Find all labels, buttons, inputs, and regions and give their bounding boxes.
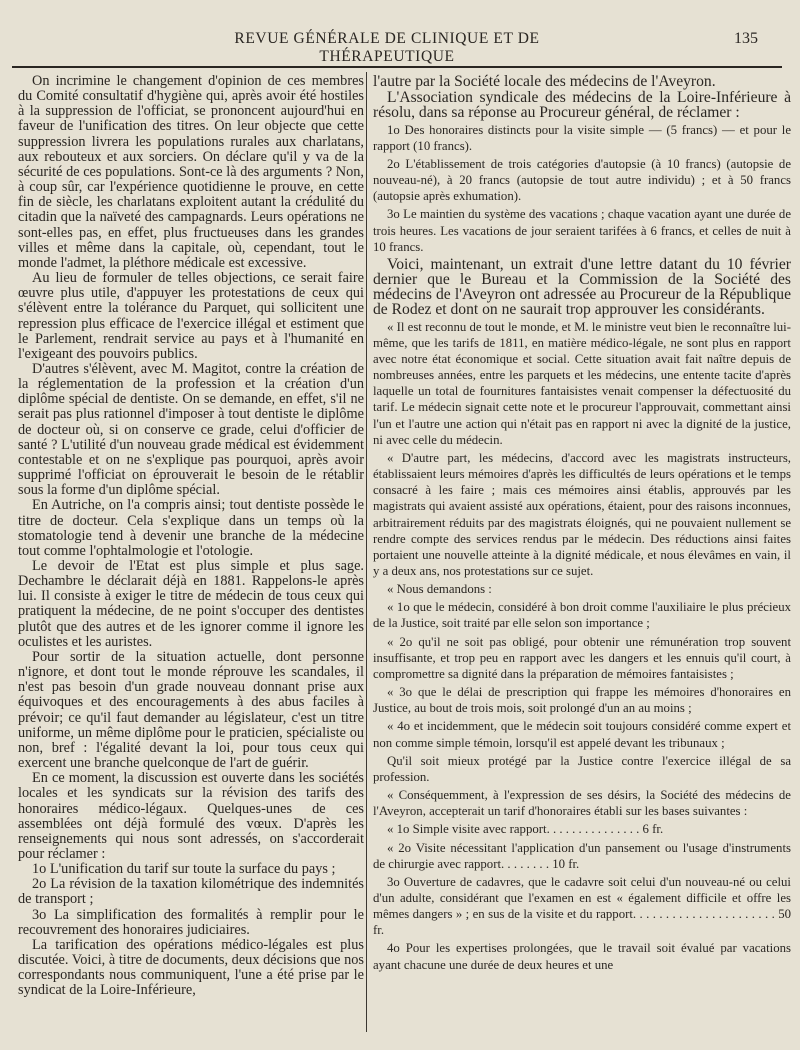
journal-title: REVUE GÉNÉRALE DE CLINIQUE ET DE THÉRAPEUTIQUE [234,30,540,65]
quote-paragraph: « 1o que le médecin, considéré à bon droit comme l'auxiliaire le plus précieux de la Justice, soit traité par elle selon son importance ; [373,600,791,631]
quote-paragraph: « Nous demandons : [387,582,492,597]
page-number: 135 [734,30,758,47]
column-divider [366,72,367,1032]
list-item: 3o La simplification des formalités à remplir pour le recouvrement des honoraires judiciaires. [18,906,364,938]
list-item: 2o L'établissement de trois catégories d'autopsie (à 10 francs) (autopsie de nouveau-né), à 20 francs (autopsie de tout autre individu) ; et à 50 francs (autopsie après exhumation). [373,156,791,204]
demands-list [373,122,791,255]
paragraph: On incrimine le changement d'opinion de ces membres du Comité consultatif d'hygiène qui, après avoir été hostiles à la suppression de l'officiat, se prononcent aujourd'hui en faveur de l'unification des titres. On leur objecte que cette suppression livrera les populations rurales aux charlatans, aux rebouteux et aux sorciers. On déclare qu'il y va de la sécurité de ces populations. Sont-ce là des arguments ? Non, à coup sûr, car l'expérience quotidienne le prouve, en cette fin de siècle, les charlatans exploitent autant la crédulité du citadin que la naïveté des campagnards. Leurs opérations ne sont-elles pas, en effet, plus fructueuses dans les grandes villes et même dans la capitale, où, cependant, tout le monde l'admet, la pléthore médicale est excessive. [18,74,364,271]
quote-paragraph: « Il est reconnu de tout le monde, et M. le ministre veut bien le reconnaître lui-même, que les tarifs de 1811, en matière médico-légale, ne sont plus en rapport avec notre état économique et social. Cette situation avait fait naître depuis de nombreuses années, entre les parquets et les médecins, une entente tacite d'après laquelle un total de fournitures fantaisistes venait compenser la défectuosité du tarif. Le médecin signait cette note et le procureur l'approuvait, commettant ainsi l'un et l'autre une action qui n'était pas en rapport ni avec la dignité de la justice, ni avec celle du médecin. [373,319,791,447]
paragraph: D'autres s'élèvent, avec M. Magitot, contre la création de la réglementation de la profession et la création d'un diplôme spécial de dentiste. On se demande, en effet, s'il ne serait pas plus rationnel d'imposer à tout dentiste le diplôme de docteur où, si on conserve ce grade, celui d'officier de santé ? L'utilité d'un nouveau grade médical est évidemment contestable et on ne s'explique pas pourquoi, après avoir supprimé l'officiat on éprouverait le besoin de le rétablir sous la forme d'un diplôme spécial. [18,360,364,499]
list-item: 1o Des honoraires distincts pour la visite simple — (5 francs) — et pour le rapport (10 francs). [373,122,791,153]
list-item: 2o La révision de la taxation kilométrique des indemnités de transport ; [18,876,364,908]
left-column [18,74,364,1034]
paragraph: Au lieu de formuler de telles objections, ce serait faire œuvre plus utile, d'appuyer les protestations de ceux qui s'élèvent entre la tolérance du Parquet, qui sollicitent une repression plus efficace de l'exercice illégal et estiment que le Parlement, rendrait service au pays et à l'humanité en l'exigeant des pouvoirs publics. [18,270,364,362]
quote-paragraph: « 4o et incidemment, que le médecin soit toujours considéré comme expert et non comme simple témoin, lorsqu'il est appelé devant les tribunaux ; [373,719,791,750]
right-column [373,74,791,1034]
quote-paragraph: « Conséquemment, à l'expression de ses désirs, la Société des médecins de l'Aveyron, accepterait un tarif d'honoraires établi sur les bases suivantes : [373,788,791,819]
header-rule [12,66,782,68]
right-top-block [373,74,791,121]
right-mid-block [373,257,791,318]
quote-paragraph: « 3o que le délai de prescription qui frappe les mémoires d'honoraires en Justice, au bout de trois mois, soit prolongé d'un an au moins ; [373,685,791,716]
tariff-line: « 1o Simple visite avec rapport. . . . . . . . . . . . . . . 6 fr. [387,822,664,837]
list-item: 3o Le maintien du système des vacations ; chaque vacation ayant une durée de trois heures. Les vacations de jour seraient tarifées à 6 francs, et celles de nuit à 10 francs. [373,207,791,254]
paragraph: L'Association syndicale des médecins de la Loire-Inférieure à résolu, dans sa réponse au Procureur général, de réclamer : [373,89,791,122]
running-header [12,28,758,65]
paragraph: La tarification des opérations médico-légales est plus discutée. Voici, à titre de documents, deux décisions que nos correspondants nous communiquent, l'une a été prise par le syndicat de la Loire-Inférieure, [18,936,364,999]
quote-paragraph: « D'autre part, les médecins, d'accord avec les magistrats instructeurs, établissaient leurs mémoires d'après les difficultés de leurs opérations et le temps consacré à les faire ; mais ces mémoires ainsi établis, approuvés par les magistrats qui avaient assisté aux opérations, étaient, pour des raisons inconnues, arbitrairement réduits par des magistrats éloignés, qui ne pouvaient nullement se rendre compte des services rendus par le médecin. Des réductions ainsi faites portaient une nouvelle atteinte à la dignité médicale, et nous élevâmes en vain, il y a deux ans, nos protestations sur ce sujet. [373,450,791,579]
tariff-line: 3o Ouverture de cadavres, que le cadavre soit celui d'un nouveau-né ou celui d'un adulte, considérant que l'examen en est « également difficile et offre les mêmes dangers » ; en sus de la visite et du rapport. . . . . . . . . . . . . . . . . . . . . . 50 fr. [373,874,791,938]
list-item: 1o L'unification du tarif sur toute la surface du pays ; [32,861,336,878]
paragraph: Le devoir de l'Etat est plus simple et plus sage. Dechambre le déclarait déjà en 1881. Rappelons-le après lui. Il consiste à exiger le titre de médecin de tous ceux qui pratiquent la médecine, de ne point s'occuper des dentistes plutôt que des autres et de les ignorer comme il ignore les oculistes et les auristes. [18,558,364,650]
quote-paragraph: Qu'il soit mieux protégé par la Justice contre l'exercice illégal de sa profession. [373,753,791,784]
letter-quote [373,319,791,973]
paragraph: Voici, maintenant, un extrait d'une lettre datant du 10 février dernier que le Bureau et la Commission de la Société des médecins de l'Aveyron ont adressée au Procureur de la République de Rodez et dont on ne saurait trop approuver les considérants. [373,255,791,319]
quote-paragraph: « 2o qu'il ne soit pas obligé, pour obtenir une rémunération trop souvent insuffisante, et trop peu en rapport avec les dangers et les ennuis qu'il court, à compromettre sa dignité dans la préparation de mémoires fantaisistes ; [373,634,791,681]
paragraph: Pour sortir de la situation actuelle, dont personne n'ignore, et dont tout le monde réprouve les scandales, il n'est pas besoin d'un grade nouveau donnant prise aux équivoques et des encouragements à des abus faciles à prévoir; ce qu'il faut demander au législateur, c'est un titre uniforme, un même diplôme pour le praticien, spécialiste ou non, bref : l'égalité devant la loi, pour tous ceux qui exercent une branche quelconque de l'art de guérir. [18,648,364,772]
paragraph: En ce moment, la discussion est ouverte dans les sociétés locales et les syndicats sur la révision des tarifs des honoraires médico-légaux. Quelques-unes de ces assemblées ont déjà formulé des vœux. D'après les renseignements qui nous sont adressés, on s'accorderait pour réclamer : [18,770,364,862]
paragraph: l'autre par la Société locale des médecins de l'Aveyron. [373,74,716,90]
tariff-line: « 2o Visite nécessitant l'application d'un pansement ou l'usage d'instruments de chirurgie avec rapport. . . . . . . . 10 fr. [373,840,791,871]
paragraph: En Autriche, on l'a compris ainsi; tout dentiste possède le titre de docteur. Cela s'explique dans un temps où la stomatologie tend à devenir une branche de la médecine tout comme l'ophtalmologie et l'otologie. [18,497,364,559]
tariff-line: 4o Pour les expertises prolongées, que le travail soit évalué par vacations ayant chacune une durée de deux heures et une [373,941,791,972]
